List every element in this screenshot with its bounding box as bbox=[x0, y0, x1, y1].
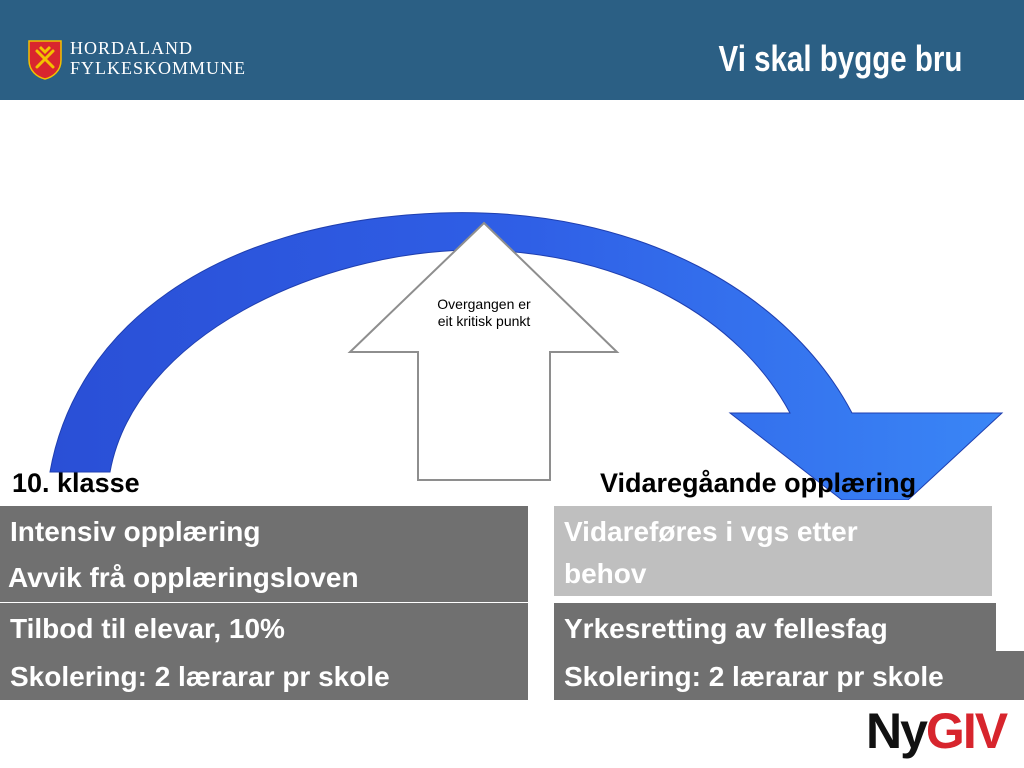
header-bar bbox=[0, 0, 1024, 100]
nygiv-logo-giv: GIV bbox=[925, 703, 1007, 759]
org-name-line1: HORDALAND bbox=[70, 38, 193, 58]
left-box2-line1: Tilbod til elevar, 10% bbox=[10, 613, 285, 644]
left-box2-line2: Skolering: 2 lærarar pr skole bbox=[10, 661, 390, 692]
org-name-line2: FYLKESKOMMUNE bbox=[70, 58, 247, 78]
right-box1-line2: behov bbox=[564, 558, 647, 589]
left-column-heading: 10. klasse bbox=[12, 468, 140, 498]
nygiv-logo-ny: Ny bbox=[866, 703, 926, 759]
right-box-1 bbox=[554, 506, 992, 596]
right-box2-line2: Skolering: 2 lærarar pr skole bbox=[564, 661, 944, 692]
right-box-2b bbox=[554, 651, 1024, 700]
right-box-2a bbox=[554, 603, 996, 651]
organization-logo bbox=[28, 38, 268, 84]
right-column-heading: Vidaregåande opplæring bbox=[600, 468, 917, 498]
callout-text: Overgangen er eit kritisk punkt bbox=[437, 296, 531, 329]
slide-title: Vi skal bygge bru bbox=[718, 38, 962, 79]
bridge-diagram bbox=[0, 100, 1024, 500]
left-box-2 bbox=[0, 603, 528, 700]
left-box-1 bbox=[0, 506, 528, 602]
right-box2-line1: Yrkesretting av fellesfag bbox=[564, 613, 888, 644]
left-box1-line1: Intensiv opplæring bbox=[10, 516, 261, 547]
nygiv-logo bbox=[866, 702, 1006, 760]
left-box1-line2: Avvik frå opplæringsloven bbox=[8, 562, 359, 593]
coat-of-arms-icon bbox=[28, 40, 62, 80]
right-box1-line1: Vidareføres i vgs etter bbox=[564, 516, 858, 547]
